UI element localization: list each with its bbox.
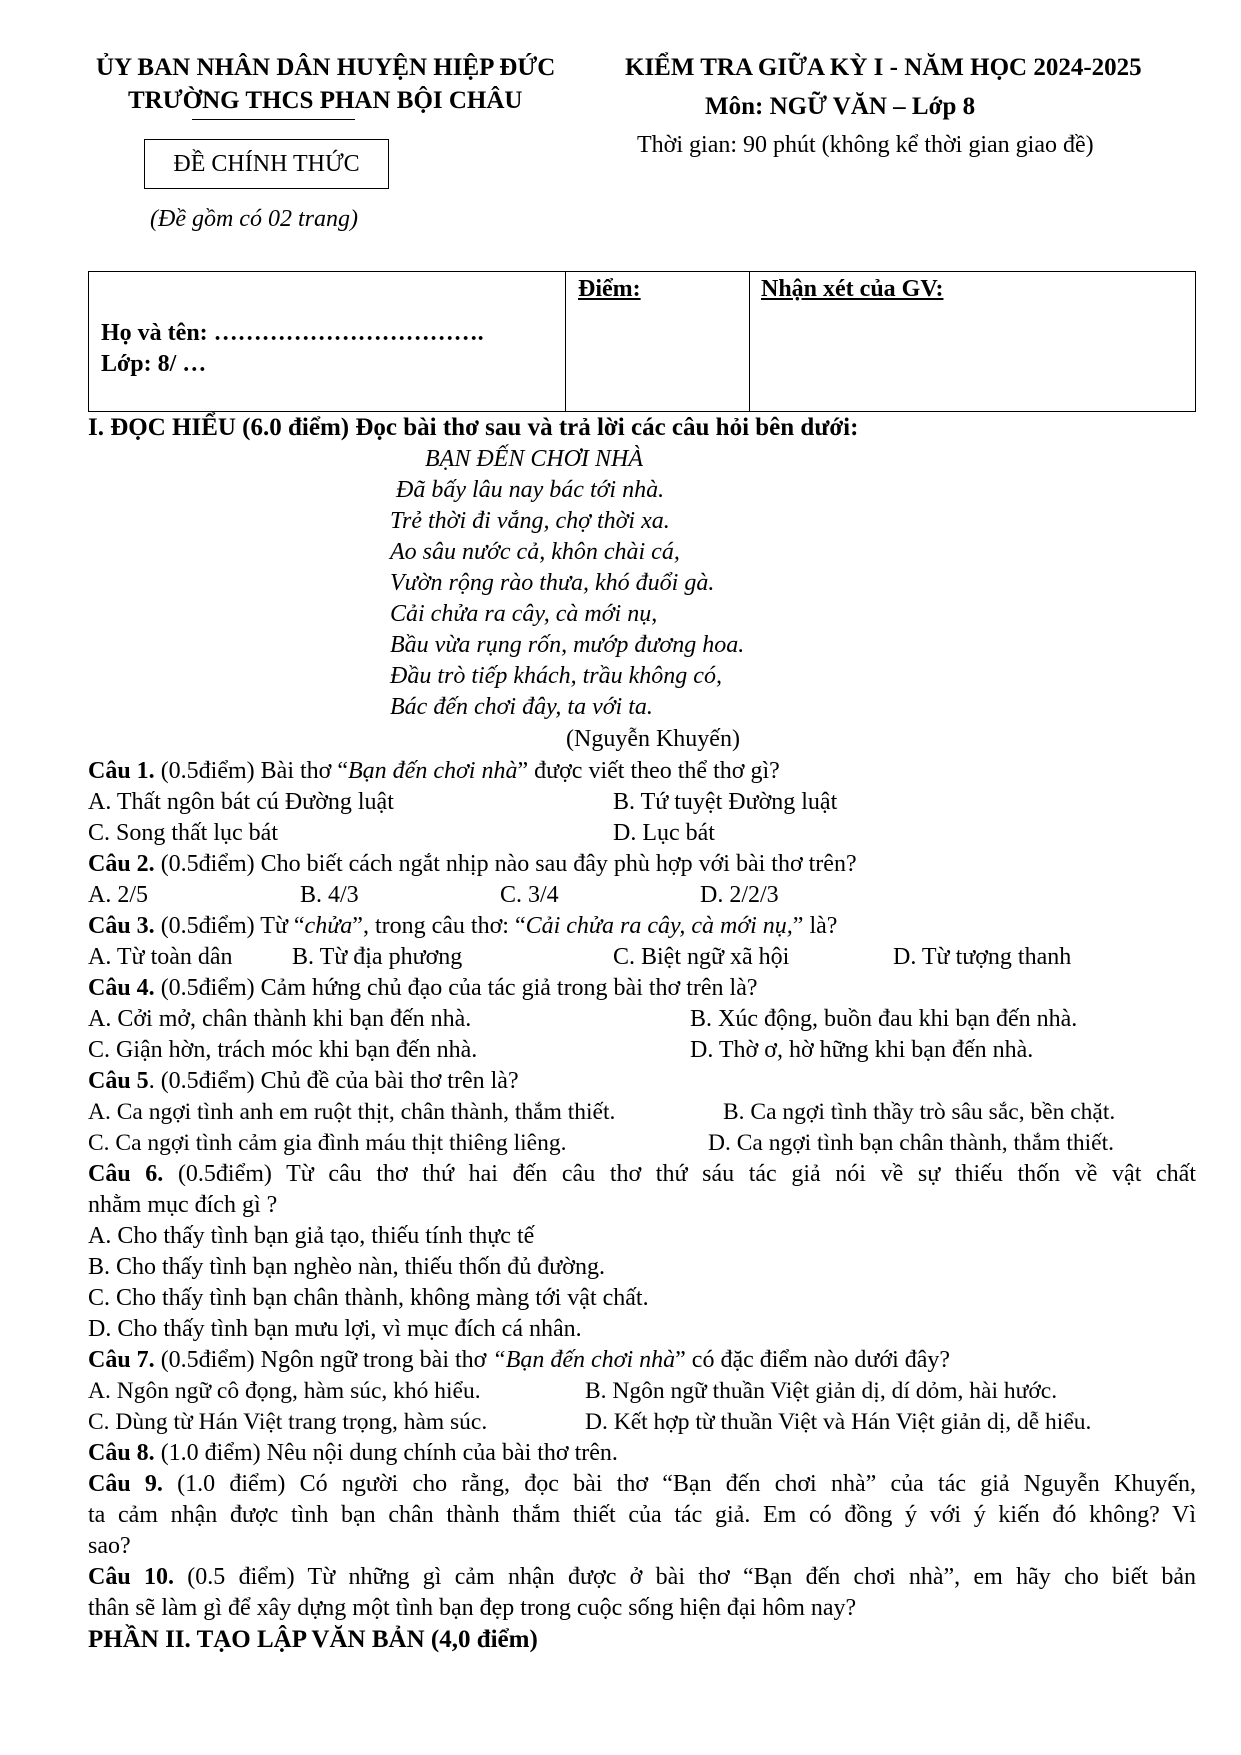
q2-option-a: A. 2/5 [88, 882, 148, 908]
subject-line: Môn: NGỮ VĂN – Lớp 8 [705, 93, 976, 120]
q5-option-d: D. Ca ngợi tình bạn chân thành, thắm thiết. [708, 1130, 1114, 1156]
class-label: Lớp: 8/ … [101, 351, 207, 377]
q4-option-c: C. Giận hờn, trách móc khi bạn đến nhà. [88, 1037, 478, 1063]
q2-option-b: B. 4/3 [300, 882, 359, 908]
question-6-cont: nhằm mục đích gì ? [88, 1192, 278, 1218]
q2-option-d: D. 2/2/3 [700, 882, 779, 908]
section2-heading: PHẦN II. TẠO LẬP VĂN BẢN (4,0 điểm) [88, 1626, 538, 1653]
question-7: Câu 7. (0.5điểm) Ngôn ngữ trong bài thơ “Bạn đến chơi nhà” có đặc điểm nào dưới đây? [88, 1347, 951, 1373]
poem-line: Ao sâu nước cả, khôn chài cá, [390, 539, 680, 565]
question-9: Câu 9. (1.0 điểm) Có người cho rằng, đọc bài thơ “Bạn đến chơi nhà” của tác giả Nguyễn Khuyến, [88, 1471, 1196, 1497]
poem-line: Đầu trò tiếp khách, trầu không có, [390, 663, 722, 689]
name-label: Họ và tên: ……………………………. [101, 320, 484, 346]
poem-line: Cải chửa ra cây, cà mới nụ, [390, 601, 658, 627]
time-line: Thời gian: 90 phút (không kể thời gian giao đề) [637, 132, 1094, 158]
school-name: TRƯỜNG THCS PHAN BỘI CHÂU [128, 87, 523, 114]
question-3: Câu 3. (0.5điểm) Từ “chửa”, trong câu thơ: “Cải chửa ra cây, cà mới nụ,” là? [88, 913, 838, 939]
question-10: Câu 10. (0.5 điểm) Từ những gì cảm nhận được ở bài thơ “Bạn đến chơi nhà”, em hãy cho biết bản [88, 1564, 1196, 1590]
score-label: Điểm: [578, 276, 641, 302]
poem-line: Trẻ thời đi vắng, chợ thời xa. [390, 508, 670, 534]
question-4: Câu 4. (0.5điểm) Cảm hứng chủ đạo của tác giả trong bài thơ trên là? [88, 975, 758, 1001]
q1-option-d: D. Lục bát [613, 820, 715, 846]
q1-option-a: A. Thất ngôn bát cú Đường luật [88, 789, 394, 815]
authority-name: ỦY BAN NHÂN DÂN HUYỆN HIỆP ĐỨC [96, 54, 556, 81]
q5-option-c: C. Ca ngợi tình cảm gia đình máu thịt thiêng liêng. [88, 1130, 567, 1156]
poem-title: BẠN ĐẾN CHƠI NHÀ [425, 446, 643, 472]
section1-heading: I. ĐỌC HIỂU (6.0 điểm) Đọc bài thơ sau và trả lời các câu hỏi bên dưới: [88, 414, 859, 441]
official-badge: ĐỀ CHÍNH THỨC [144, 139, 389, 189]
q7-option-c: C. Dùng từ Hán Việt trang trọng, hàm súc. [88, 1409, 488, 1435]
poem-line: Bầu vừa rụng rốn, mướp đương hoa. [390, 632, 745, 658]
q3-option-d: D. Từ tượng thanh [893, 944, 1072, 970]
poem-author: (Nguyễn Khuyến) [566, 726, 740, 752]
question-1: Câu 1. (0.5điểm) Bài thơ “Bạn đến chơi nhà” được viết theo thể thơ gì? [88, 758, 780, 784]
school-underline [192, 119, 355, 120]
exam-title: KIỂM TRA GIỮA KỲ I - NĂM HỌC 2024-2025 [625, 54, 1142, 81]
q3-option-c: C. Biệt ngữ xã hội [613, 944, 790, 970]
poem-line: Đã bấy lâu nay bác tới nhà. [396, 477, 665, 503]
question-2: Câu 2. (0.5điểm) Cho biết cách ngắt nhịp nào sau đây phù hợp với bài thơ trên? [88, 851, 857, 877]
question-9-cont2: sao? [88, 1533, 131, 1559]
q5-option-a: A. Ca ngợi tình anh em ruột thịt, chân thành, thắm thiết. [88, 1099, 616, 1125]
pages-note: (Đề gồm có 02 trang) [150, 206, 358, 232]
question-9-cont: ta cảm nhận được tình bạn chân thành thắm thiết của tác giả. Em có đồng ý với ý kiến đó không? Vì [88, 1502, 1196, 1528]
question-10-cont: thân sẽ làm gì để xây dựng một tình bạn đẹp trong cuộc sống hiện đại hôm nay? [88, 1595, 857, 1621]
q4-option-d: D. Thờ ơ, hờ hững khi bạn đến nhà. [690, 1037, 1034, 1063]
poem-line: Vườn rộng rào thưa, khó đuổi gà. [390, 570, 715, 596]
poem-line: Bác đến chơi đây, ta với ta. [390, 694, 653, 720]
q6-option-c: C. Cho thấy tình bạn chân thành, không màng tới vật chất. [88, 1285, 649, 1311]
q5-option-b: B. Ca ngợi tình thầy trò sâu sắc, bền chặt. [723, 1099, 1116, 1125]
q3-option-a: A. Từ toàn dân [88, 944, 233, 970]
q6-option-b: B. Cho thấy tình bạn nghèo nàn, thiếu thốn đủ đường. [88, 1254, 605, 1280]
comment-cell [750, 272, 1196, 412]
q1-option-b: B. Tứ tuyệt Đường luật [613, 789, 838, 815]
score-cell [566, 272, 750, 412]
q7-option-d: D. Kết hợp từ thuần Việt và Hán Việt giản dị, dễ hiểu. [585, 1409, 1092, 1435]
question-6: Câu 6. (0.5điểm) Từ câu thơ thứ hai đến câu thơ thứ sáu tác giả nói về sự thiếu thốn về vật chất [88, 1161, 1196, 1187]
question-8: Câu 8. (1.0 điểm) Nêu nội dung chính của bài thơ trên. [88, 1440, 618, 1466]
q1-option-c: C. Song thất lục bát [88, 820, 278, 846]
q2-option-c: C. 3/4 [500, 882, 559, 908]
q3-option-b: B. Từ địa phương [292, 944, 463, 970]
q4-option-a: A. Cởi mở, chân thành khi bạn đến nhà. [88, 1006, 472, 1032]
q4-option-b: B. Xúc động, buồn đau khi bạn đến nhà. [690, 1006, 1078, 1032]
student-info-table [88, 271, 1196, 412]
q7-option-b: B. Ngôn ngữ thuần Việt giản dị, dí dỏm, hài hước. [585, 1378, 1058, 1404]
q7-option-a: A. Ngôn ngữ cô đọng, hàm súc, khó hiểu. [88, 1378, 481, 1404]
q6-option-a: A. Cho thấy tình bạn giả tạo, thiếu tính thực tế [88, 1223, 535, 1249]
name-cell [89, 272, 566, 412]
q6-option-d: D. Cho thấy tình bạn mưu lợi, vì mục đích cá nhân. [88, 1316, 582, 1342]
question-5: Câu 5. (0.5điểm) Chủ đề của bài thơ trên là? [88, 1068, 519, 1094]
comment-label: Nhận xét của GV: [761, 276, 944, 302]
